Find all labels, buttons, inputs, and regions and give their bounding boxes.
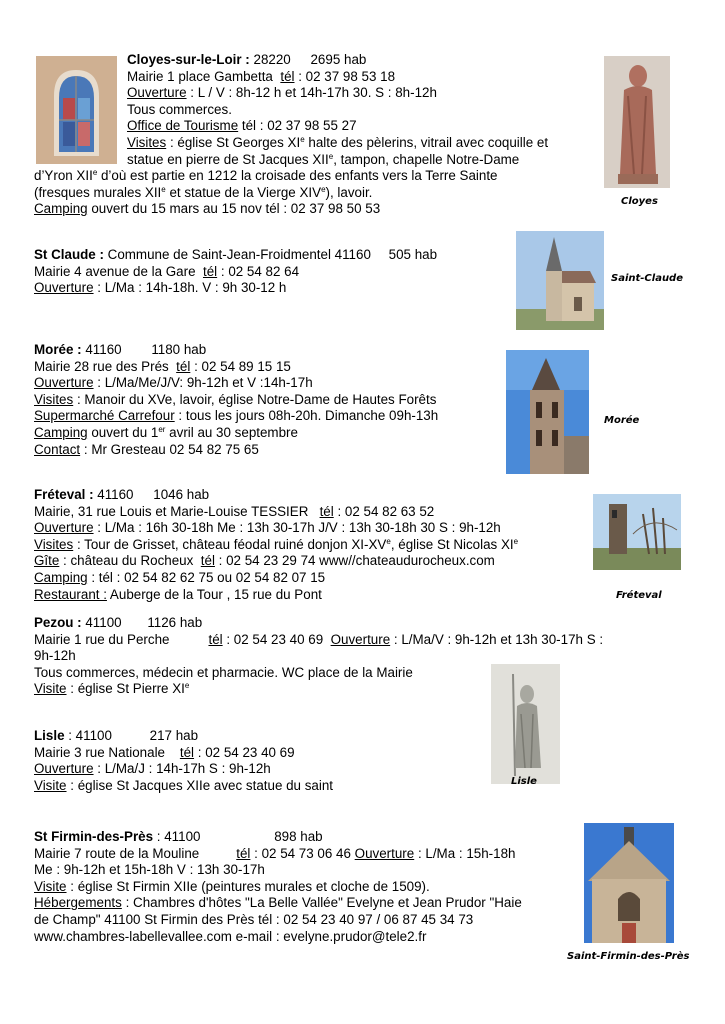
contact-label: Contact [34, 441, 81, 457]
superscript: er [158, 424, 166, 434]
town-name: Lisle [34, 728, 65, 743]
saint-statue-photo [491, 664, 560, 784]
stfirmin-section [34, 829, 522, 945]
visites-text: , tampon, chapelle Notre-Dame [333, 151, 520, 167]
visites-text: halte des pèlerins, vitrail avec coquille et [304, 134, 549, 150]
ouverture-label: Ouverture [330, 631, 391, 647]
photo-caption: Lisle [511, 776, 537, 787]
supermarche: : tous les jours 08h-20h. Dimanche 09h-13h [178, 408, 439, 424]
postcode: 28220 [253, 52, 291, 67]
photo-caption: Fréteval [616, 590, 662, 601]
ouverture-label: Ouverture [354, 845, 415, 861]
ouverture: : L/Ma/Me/J/V: 9h-12h et V :14h-17h [97, 375, 313, 391]
ouverture-label: Ouverture [34, 280, 94, 296]
photo-caption: Saint-Claude [611, 273, 684, 284]
population: 1126 hab [147, 615, 203, 630]
ouverture: : L/Ma : 16h 30-18h Me : 13h 30-17h J/V : 13h 30-18h 30 S : 9h-12h [97, 520, 501, 536]
visites-text: : église St Jacques XIIe avec statue du saint [70, 777, 334, 793]
tel-label: tél [202, 263, 218, 279]
camping: ouvert du 15 mars au 15 nov tél : 02 37 98 50 53 [87, 201, 381, 217]
ouverture-label: Ouverture [34, 520, 94, 536]
tel-label: tél [319, 503, 334, 519]
postcode: : 41100 [64, 728, 112, 743]
tel: : 02 54 82 64 [220, 263, 300, 279]
stclaude-section [34, 247, 437, 297]
photo-caption: Saint-Firmin-des-Près [567, 951, 690, 962]
town-name: Morée : [34, 342, 82, 357]
ouverture: : L / V : 8h-12 h et 14h-17h 30. S : 8h-12h [190, 85, 437, 101]
postcode: : 41100 [153, 829, 201, 844]
visites-text: : église St Georges XI [169, 134, 301, 150]
visites-text: d’Yron XII [34, 168, 93, 184]
postcode: 41100 [81, 615, 122, 630]
visites-text: d’où est partie en 1212 la croisade des enfants vers la Terre Sainte [97, 168, 498, 184]
camping-label: Camping [34, 569, 88, 585]
visites-text: statue en pierre de St Jacques XII [127, 151, 329, 167]
mairie: Mairie 7 route de la Mouline [34, 845, 200, 861]
population: 2695 hab [310, 52, 367, 67]
gite: : 02 54 23 29 74 www//chateaudurocheux.com [218, 553, 495, 569]
web-email: www.chambres-labellevallee.com e-mail : evelyne.prudor@tele2.fr [34, 928, 427, 944]
ouverture-label: Ouverture [34, 761, 94, 777]
tel: : 02 54 23 40 69 [226, 631, 324, 647]
photo-caption: Cloyes [621, 196, 658, 207]
office-tourisme-tel: tél : 02 37 98 55 27 [241, 118, 357, 134]
gite-label: Gîte [34, 553, 60, 569]
ouverture: : L/Ma : 15h-18h [417, 845, 516, 861]
ouverture-label: Ouverture [34, 375, 94, 391]
visite-label: Visite [34, 681, 67, 697]
bell-tower-photo [506, 350, 589, 474]
freteval-section [34, 487, 518, 603]
camping-label: Camping [34, 424, 88, 440]
visites-label: Visites [34, 536, 74, 552]
tel: : 02 37 98 53 18 [298, 68, 396, 84]
tel: : 02 54 82 63 52 [337, 503, 435, 519]
contact: : Mr Gresteau 02 54 82 75 65 [83, 441, 259, 457]
visite-label: Visite [34, 878, 67, 894]
population: 217 hab [149, 728, 199, 743]
visites-text: et statue de la Vierge XIV [165, 184, 322, 200]
tel-label: tél [176, 358, 191, 374]
office-tourisme-label: Office de Tourisme [127, 118, 239, 134]
commerces: Tous commerces. [127, 101, 232, 117]
ouverture: : L/Ma : 14h-18h. V : 9h 30-12 h [97, 280, 287, 296]
visite-label: Visite [34, 777, 67, 793]
superscript: e [161, 184, 166, 194]
town-name: St Firmin-des-Près [34, 829, 154, 844]
visites-text: , église St Nicolas XI [390, 536, 514, 552]
ouverture: : L/Ma/J : 14h-17h S : 9h-12h [97, 761, 271, 777]
castle-ruin-photo [593, 494, 681, 570]
visites-text: : Tour de Grisset, château féodal ruiné donjon XI-XV [76, 536, 387, 552]
visites-label: Visites [127, 134, 167, 150]
superscript: e [328, 151, 334, 161]
visites-text: : Manoir du XVe, lavoir, église Notre-Dame de Hautes Forêts [76, 391, 437, 407]
commerces: Tous commerces, médecin et pharmacie. WC place de la Mairie [34, 664, 413, 680]
ouverture: Me : 9h-12h et 15h-18h V : 13h 30-17h [34, 862, 265, 878]
superscript: e [92, 168, 98, 178]
tel-label: tél [280, 68, 295, 84]
town-name: Pezou : [34, 615, 82, 630]
visites-text: : église St Firmin XIIe (peintures murales et cloche de 1509). [70, 878, 430, 894]
photo-caption: Morée [604, 415, 640, 426]
cloyes-section [34, 52, 548, 218]
tel-label: tél [208, 631, 223, 647]
postcode: 41160 [81, 342, 122, 357]
tel-label: tél [179, 744, 195, 760]
restaurant: Auberge de la Tour , 15 rue du Pont [106, 586, 322, 602]
superscript: e [184, 681, 190, 691]
superscript: e [513, 536, 519, 546]
tel: : 02 54 23 40 69 [197, 744, 295, 760]
visites-label: Visites [34, 391, 74, 407]
tel-label: tél [200, 553, 215, 569]
mairie: Mairie 1 place Gambetta [127, 68, 273, 84]
tel-label: tél [236, 845, 251, 861]
hebergements-label: Hébergements [34, 895, 122, 911]
ouverture: 9h-12h [34, 648, 76, 664]
mairie: Mairie, 31 rue Louis et Marie-Louise TESSIER [34, 503, 309, 519]
visites-text: (fresques murales XII [34, 184, 162, 200]
tel: : 02 54 73 06 46 [254, 845, 351, 861]
statue-photo [604, 56, 670, 188]
mairie: Mairie 4 avenue de la Gare [34, 263, 196, 279]
tel: : 02 54 89 15 15 [194, 358, 291, 374]
ouverture: : L/Ma/V : 9h-12h et 13h 30-17h S : [393, 631, 604, 647]
gite: : château du Rocheux [63, 553, 194, 569]
postcode: 41160 [93, 487, 134, 502]
town-name: Cloyes-sur-le-Loir : [127, 52, 250, 67]
church-photo [516, 231, 604, 330]
population: 898 hab [274, 829, 323, 844]
town-name: St Claude : [34, 247, 104, 262]
hebergements: de Champ" 41100 St Firmin des Près tél : 02 54 23 40 97 / 06 87 45 34 73 [34, 911, 474, 927]
town-name: Fréteval : [34, 487, 94, 502]
superscript: e [321, 184, 326, 194]
camping: avril au 30 septembre [165, 424, 298, 440]
visites-text: : église St Pierre XI [70, 681, 185, 697]
hebergements: : Chambres d'hôtes "La Belle Vallée" Evelyne et Jean Prudor "Haie [125, 895, 522, 911]
camping: ouvert du 1 [87, 424, 159, 440]
ouverture-label: Ouverture [127, 85, 187, 101]
population: 1046 hab [153, 487, 210, 502]
moree-section [34, 342, 438, 458]
superscript: e [386, 536, 391, 546]
mairie: Mairie 3 rue Nationale [34, 744, 165, 760]
mairie: Mairie 1 rue du Perche [34, 631, 170, 647]
restaurant-label: Restaurant : [34, 586, 107, 602]
visites-text: ), lavoir. [325, 184, 373, 200]
camping-label: Camping [34, 201, 88, 217]
lisle-section [34, 728, 333, 794]
supermarche-label: Supermarché Carrefour [34, 408, 175, 424]
population: 1180 hab [151, 342, 207, 357]
superscript: e [300, 134, 305, 144]
population: 505 hab [388, 247, 438, 262]
chapel-photo [584, 823, 674, 943]
camping: : tél : 02 54 82 62 75 ou 02 54 82 07 15 [91, 569, 326, 585]
mairie: Mairie 28 rue des Prés [34, 358, 169, 374]
commune: Commune de Saint-Jean-Froidmentel 41160 [103, 247, 371, 262]
